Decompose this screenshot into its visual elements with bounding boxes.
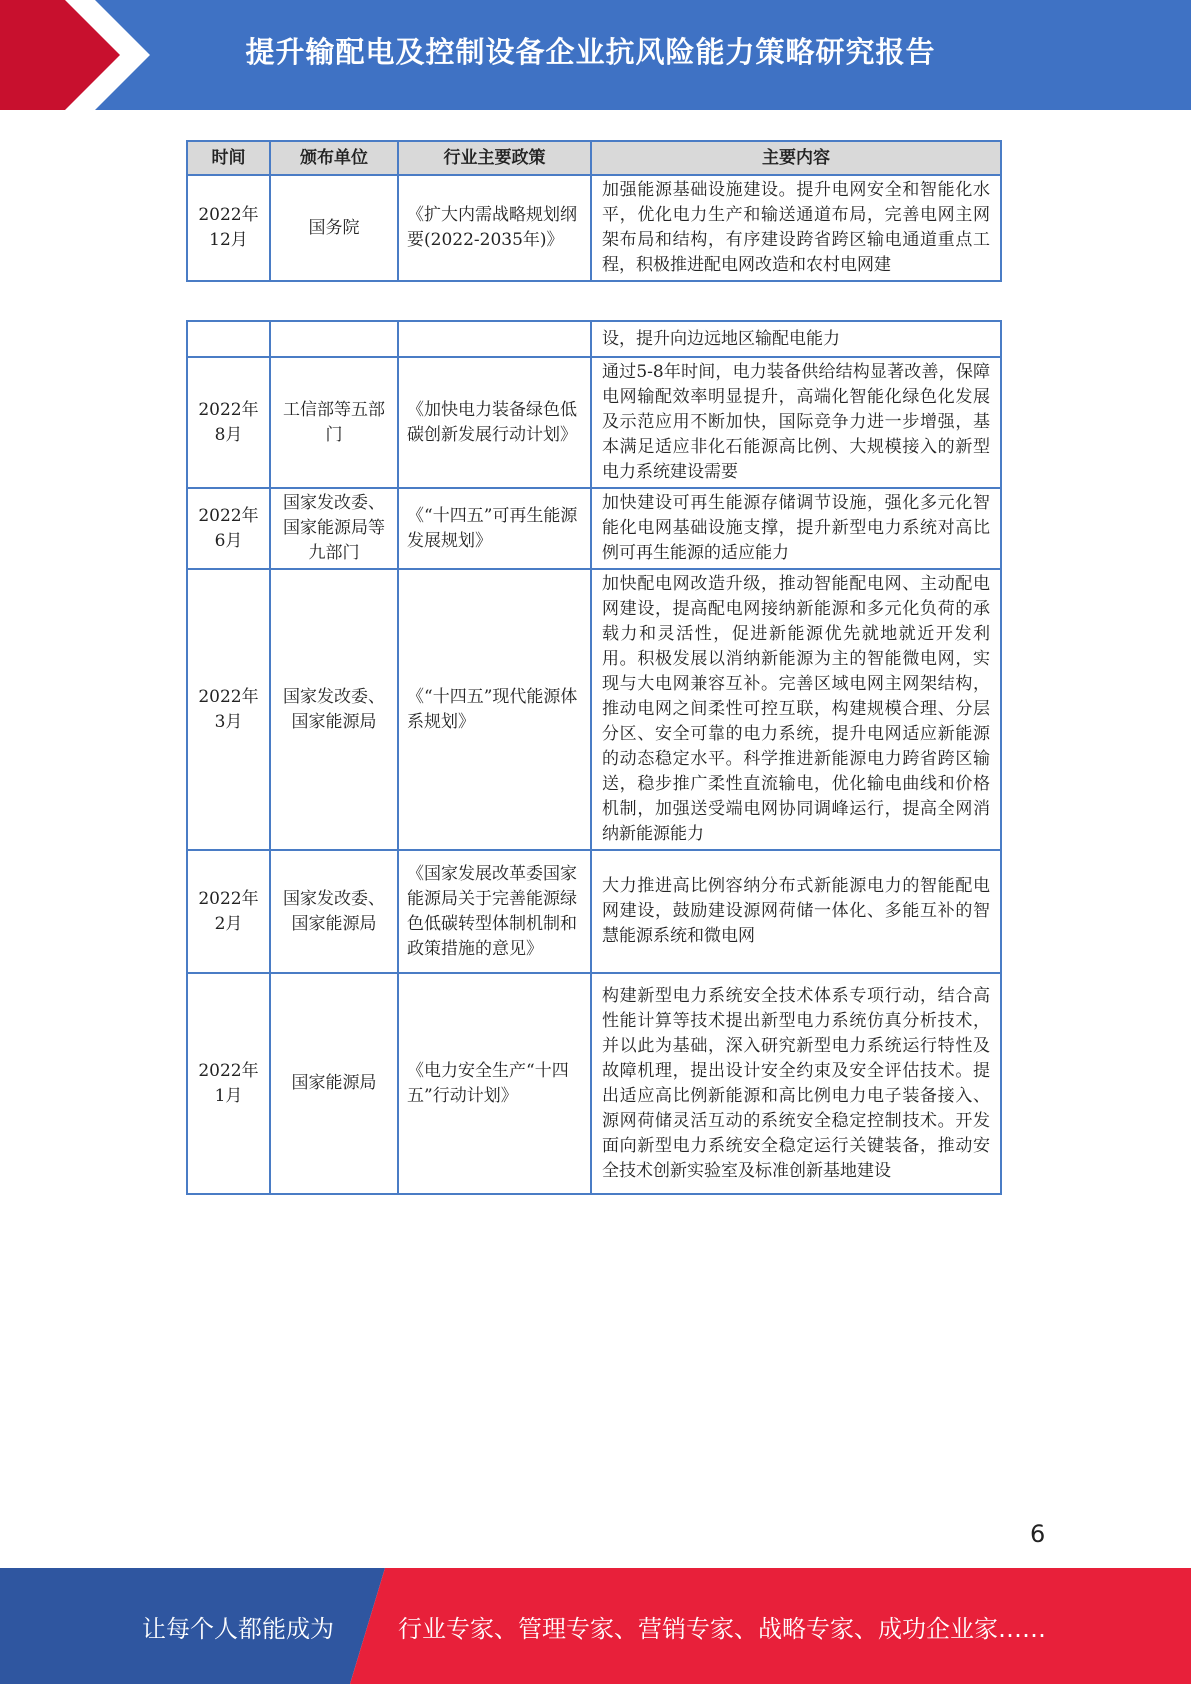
cell-time: 2022年12月: [187, 175, 270, 281]
header-content: 主要内容: [591, 141, 1001, 175]
cell-policy: 《“十四五”现代能源体系规划》: [398, 569, 591, 850]
cell-unit: 国务院: [270, 175, 398, 281]
page-number: 6: [1030, 1520, 1046, 1548]
cell-content: 加快配电网改造升级，推动智能配电网、主动配电网建设，提高配电网接纳新能源和多元化负荷的承载力和灵活性，促进新能源优先就地就近开发利用。积极发展以消纳新能源为主的智能微电网，实现与大电网兼容互补。完善区域电网主网架结构，推动电网之间柔性可控互联，构建规模合理、分层分区、安全可靠的电力系统，提升电网适应新能源的动态稳定水平。科学推进新能源电力跨省跨区输送，稳步推广柔性直流输电，优化输电曲线和价格机制，加强送受端电网协同调峰运行，提高全网消纳新能源能力: [591, 569, 1001, 850]
table-row: [187, 850, 1001, 973]
cell-policy: 《“十四五”可再生能源发展规划》: [398, 488, 591, 569]
header-policy: 行业主要政策: [398, 141, 591, 175]
header-time: 时间: [187, 141, 270, 175]
table-row: [187, 357, 1001, 488]
cell-policy: 《国家发展改革委国家能源局关于完善能源绿色低碳转型体制机制和政策措施的意见》: [398, 850, 591, 973]
cell-time: 2022年6月: [187, 488, 270, 569]
cell-content: 大力推进高比例容纳分布式新能源电力的智能配电网建设，鼓励建设源网荷储一体化、多能互补的智慧能源系统和微电网: [591, 850, 1001, 973]
cell-policy-empty: [398, 321, 591, 357]
cell-policy: 《加快电力装备绿色低碳创新发展行动计划》: [398, 357, 591, 488]
table-header-row: [187, 141, 1001, 175]
report-header: [0, 0, 1191, 110]
footer-slogan-left: 让每个人都能成为: [142, 1614, 334, 1643]
cell-content: 构建新型电力系统安全技术体系专项行动，结合高性能计算等技术提出新型电力系统仿真分析技术，并以此为基础，深入研究新型电力系统运行特性及故障机理，提出设计安全约束及安全评估技术。提出适应高比例新能源和高比例电力电子装备接入、源网荷储灵活互动的系统安全稳定控制技术。开发面向新型电力系统安全稳定运行关键装备，推动安全技术创新实验室及标准创新基地建设: [591, 973, 1001, 1194]
cell-unit: 国家发改委、国家能源局: [270, 850, 398, 973]
cell-content: 加强能源基础设施建设。提升电网安全和智能化水平，优化电力生产和输送通道布局，完善电网主网架布局和结构，有序建设跨省跨区输电通道重点工程，积极推进配电网改造和农村电网建: [591, 175, 1001, 281]
cell-unit-empty: [270, 321, 398, 357]
cell-policy: 《电力安全生产“十四五”行动计划》: [398, 973, 591, 1194]
table-row: [187, 569, 1001, 850]
table-row: [187, 973, 1001, 1194]
cell-unit: 国家发改委、国家能源局: [270, 569, 398, 850]
policy-table-part-1: [186, 140, 1002, 282]
cell-unit: 国家发改委、国家能源局等九部门: [270, 488, 398, 569]
header-unit: 颁布单位: [270, 141, 398, 175]
cell-time: 2022年1月: [187, 973, 270, 1194]
cell-time: 2022年3月: [187, 569, 270, 850]
cell-unit: 国家能源局: [270, 973, 398, 1194]
report-footer: [0, 1568, 1191, 1684]
cell-policy: 《扩大内需战略规划纲要(2022-2035年)》: [398, 175, 591, 281]
report-title: 提升输配电及控制设备企业抗风险能力策略研究报告: [245, 34, 936, 69]
policy-table-part-2: [186, 320, 1002, 1195]
cell-time: 2022年2月: [187, 850, 270, 973]
table-row-continuation: [187, 321, 1001, 357]
table-row: [187, 488, 1001, 569]
footer-slogan-right: 行业专家、管理专家、营销专家、战略专家、成功企业家……: [398, 1614, 1046, 1643]
header-red-arrow-shape: [0, 0, 150, 110]
cell-time-empty: [187, 321, 270, 357]
table-row: [187, 175, 1001, 281]
cell-time: 2022年8月: [187, 357, 270, 488]
cell-content: 加快建设可再生能源存储调节设施，强化多元化智能化电网基础设施支撑，提升新型电力系统对高比例可再生能源的适应能力: [591, 488, 1001, 569]
cell-content-continuation: 设，提升向边远地区输配电能力: [591, 321, 1001, 357]
cell-content: 通过5-8年时间，电力装备供给结构显著改善，保障电网输配效率明显提升，高端化智能化绿色化发展及示范应用不断加快，国际竞争力进一步增强，基本满足适应非化石能源高比例、大规模接入的新型电力系统建设需要: [591, 357, 1001, 488]
cell-unit: 工信部等五部门: [270, 357, 398, 488]
